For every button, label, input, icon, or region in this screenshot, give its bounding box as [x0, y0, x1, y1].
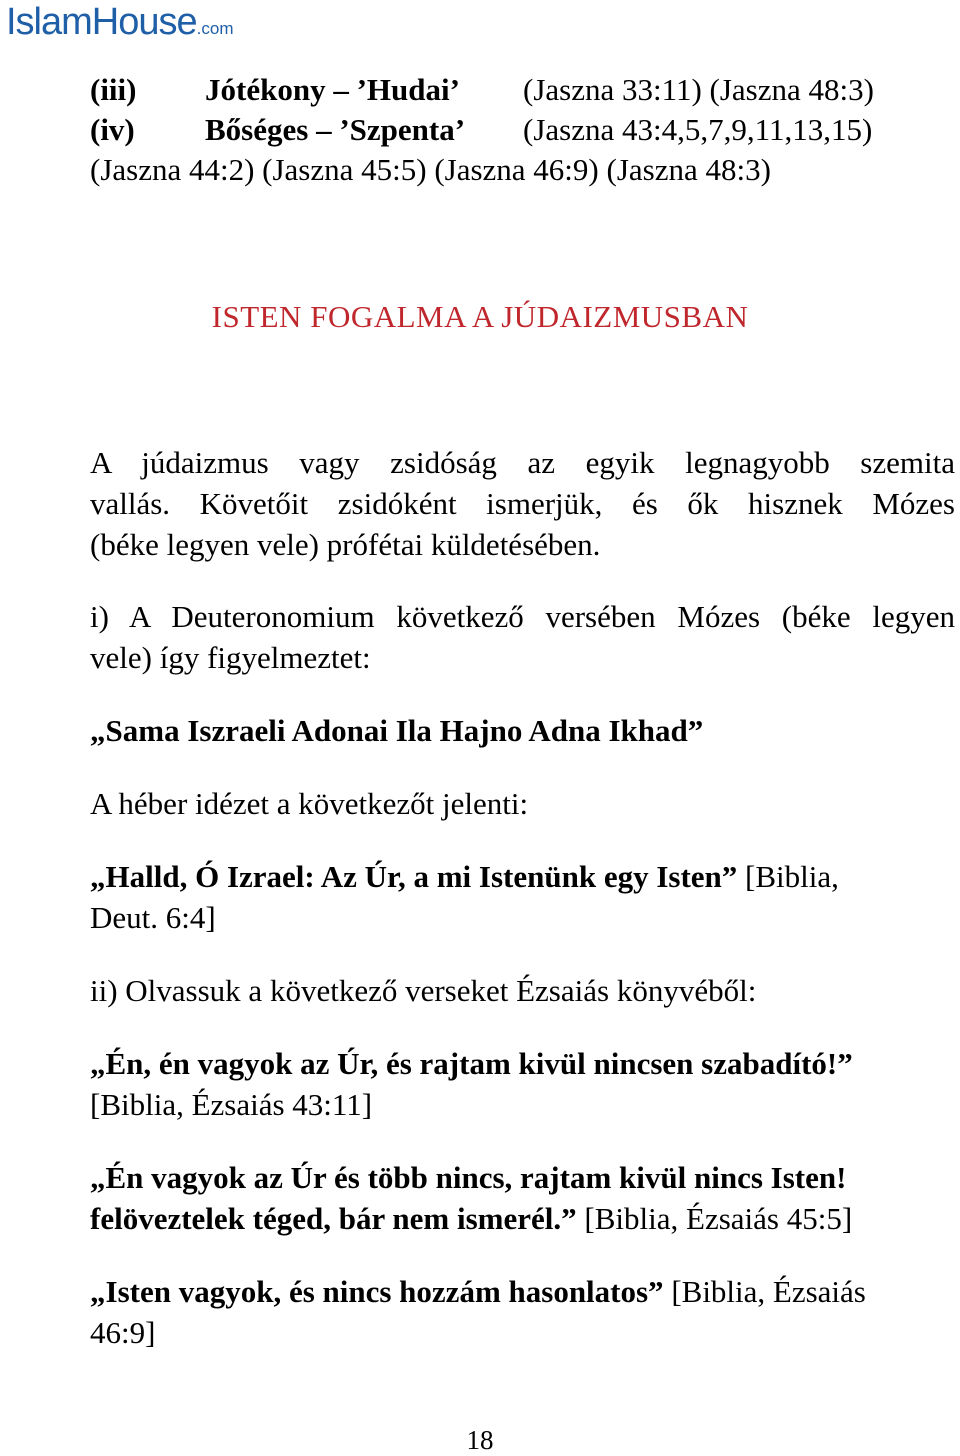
translation-line: [90, 857, 839, 897]
quote-isaiah-45-line2: [90, 1199, 852, 1239]
intro-line: A júdaizmus vagy zsidóság az egyik legnagyobb szemita: [90, 445, 955, 480]
section-ii-intro: ii) Olvassuk a következő verseket Ézsaiás könyvéből:: [90, 973, 757, 1008]
list-item-number: (iii): [90, 72, 137, 107]
quote-isaiah-43-ref: [Biblia, Ézsaiás 43:11]: [90, 1087, 373, 1122]
list-item-refs: (Jaszna 33:11) (Jaszna 48:3): [523, 72, 874, 107]
page-number: 18: [466, 1425, 494, 1455]
logo-domain-text: .com: [196, 19, 234, 38]
islamhouse-logo: [6, 2, 233, 49]
quote-isaiah-45-ref: [Biblia, Ézsaiás 45:5]: [584, 1201, 853, 1236]
section-heading: ISTEN FOGALMA A JÚDAIZMUSBAN: [211, 299, 749, 334]
list-item: [0, 110, 960, 150]
logo-main-text: IslamHouse: [6, 1, 197, 43]
quote-isaiah-45-line1: „Én vagyok az Úr és több nincs, rajtam kivül nincs Isten!: [90, 1160, 847, 1195]
section-i-line: i) A Deuteronomium következő versében Mózes (béke legyen: [90, 599, 955, 634]
list-item: [0, 70, 960, 110]
translation-ref-cont: Deut. 6:4]: [90, 900, 216, 935]
quote-isaiah-46-ref-cont: 46:9]: [90, 1315, 156, 1350]
quote-isaiah-46-text: „Isten vagyok, és nincs hozzám hasonlatos”: [90, 1274, 664, 1309]
list-item-term: Bőséges – ’Szpenta’: [205, 112, 466, 147]
intro-line: (béke legyen vele) prófétai küldetésében.: [90, 527, 601, 562]
list-item-number: (iv): [90, 112, 135, 147]
translation-quote: „Halld, Ó Izrael: Az Úr, a mi Istenünk egy Isten”: [90, 859, 738, 894]
list-item-refs: (Jaszna 43:4,5,7,9,11,13,15): [523, 112, 873, 147]
hebrew-quote: „Sama Iszraeli Adonai Ila Hajno Adna Ikhad”: [90, 713, 704, 748]
list-item-term: Jótékony – ’Hudai’: [205, 72, 460, 107]
section-i-line: vele) így figyelmeztet:: [90, 640, 371, 675]
quote-isaiah-45-text: felöveztelek téged, bár nem ismerél.”: [90, 1201, 577, 1236]
quote-isaiah-43: „Én, én vagyok az Úr, és rajtam kivül nincsen szabadító!”: [90, 1046, 853, 1081]
intro-line: vallás. Követőit zsidóként ismerjük, és ők hisznek Mózes: [90, 486, 955, 521]
translation-ref: [Biblia,: [745, 859, 839, 894]
quote-isaiah-46-ref: [Biblia, Ézsaiás: [671, 1274, 866, 1309]
list-continuation: (Jaszna 44:2) (Jaszna 45:5) (Jaszna 46:9) (Jaszna 48:3): [90, 152, 771, 187]
quote-isaiah-46-line: [90, 1272, 866, 1312]
meaning-line: A héber idézet a következőt jelenti:: [90, 786, 529, 821]
